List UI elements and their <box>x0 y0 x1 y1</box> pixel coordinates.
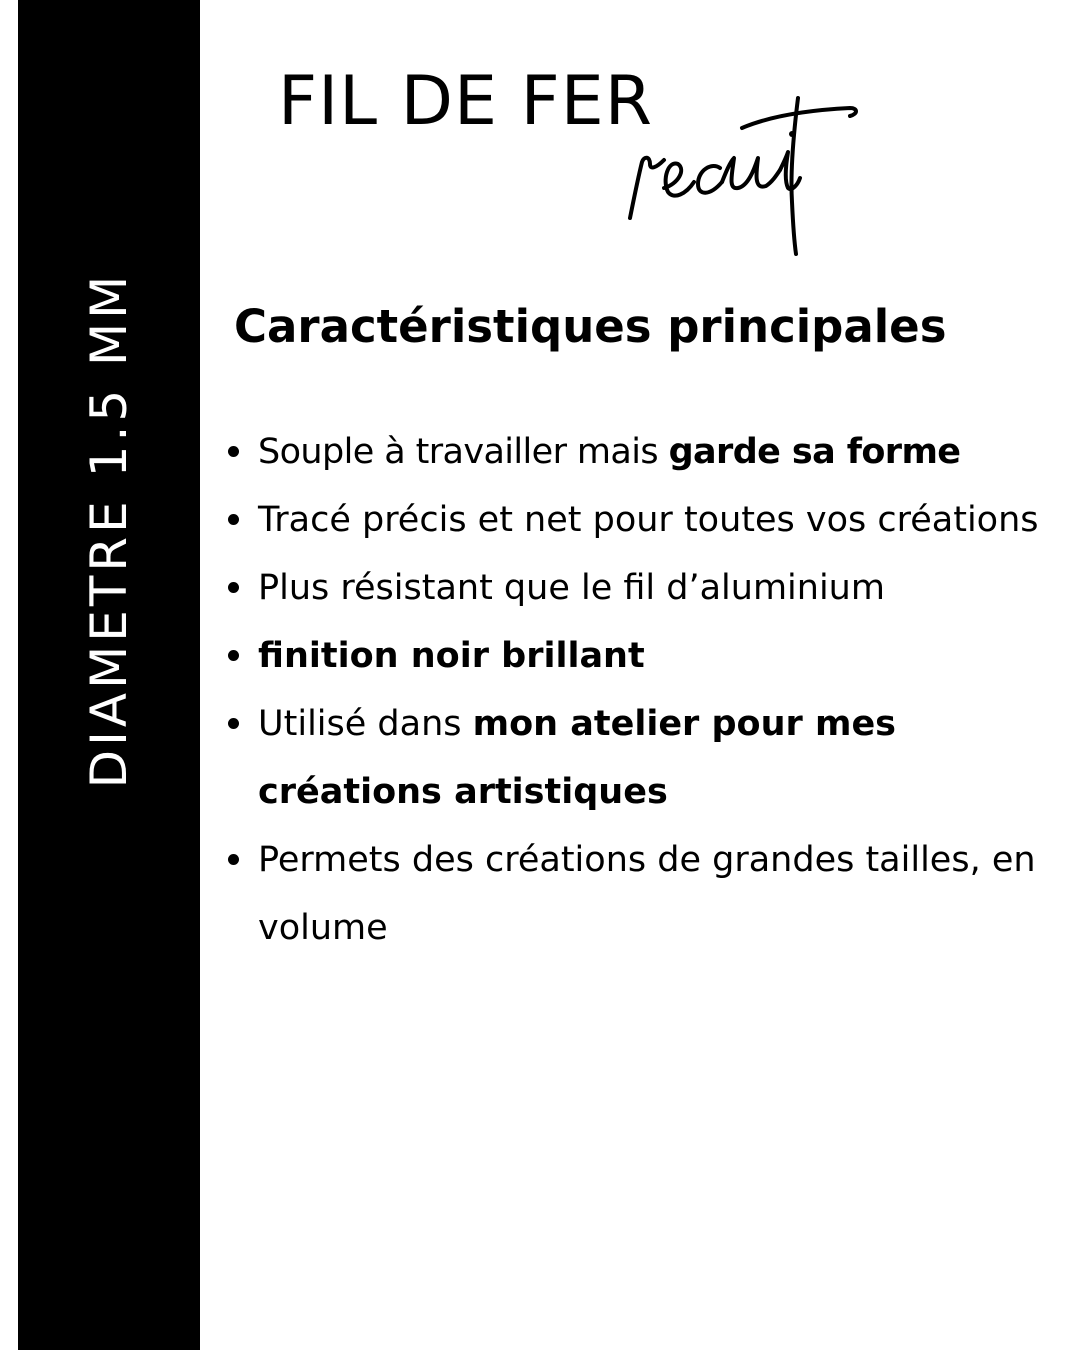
recuit-script-signature <box>620 90 870 260</box>
feature-item: Plus résistant que le fil d’aluminium <box>258 554 1070 622</box>
diameter-label: DIAMETRE 1.5 MM <box>80 271 138 789</box>
feature-item: finition noir brillant <box>258 622 1070 690</box>
section-heading: Caractéristiques principales <box>234 300 947 353</box>
feature-item: Tracé précis et net pour toutes vos créations <box>258 486 1070 554</box>
feature-item: Utilisé dans mon atelier pour mes créations artistiques <box>258 690 1070 826</box>
feature-list <box>258 418 1070 962</box>
feature-item: Souple à travailler mais garde sa forme <box>258 418 1070 486</box>
feature-item: Permets des créations de grandes tailles, en volume <box>258 826 1070 962</box>
product-title: FIL DE FER <box>278 62 653 141</box>
